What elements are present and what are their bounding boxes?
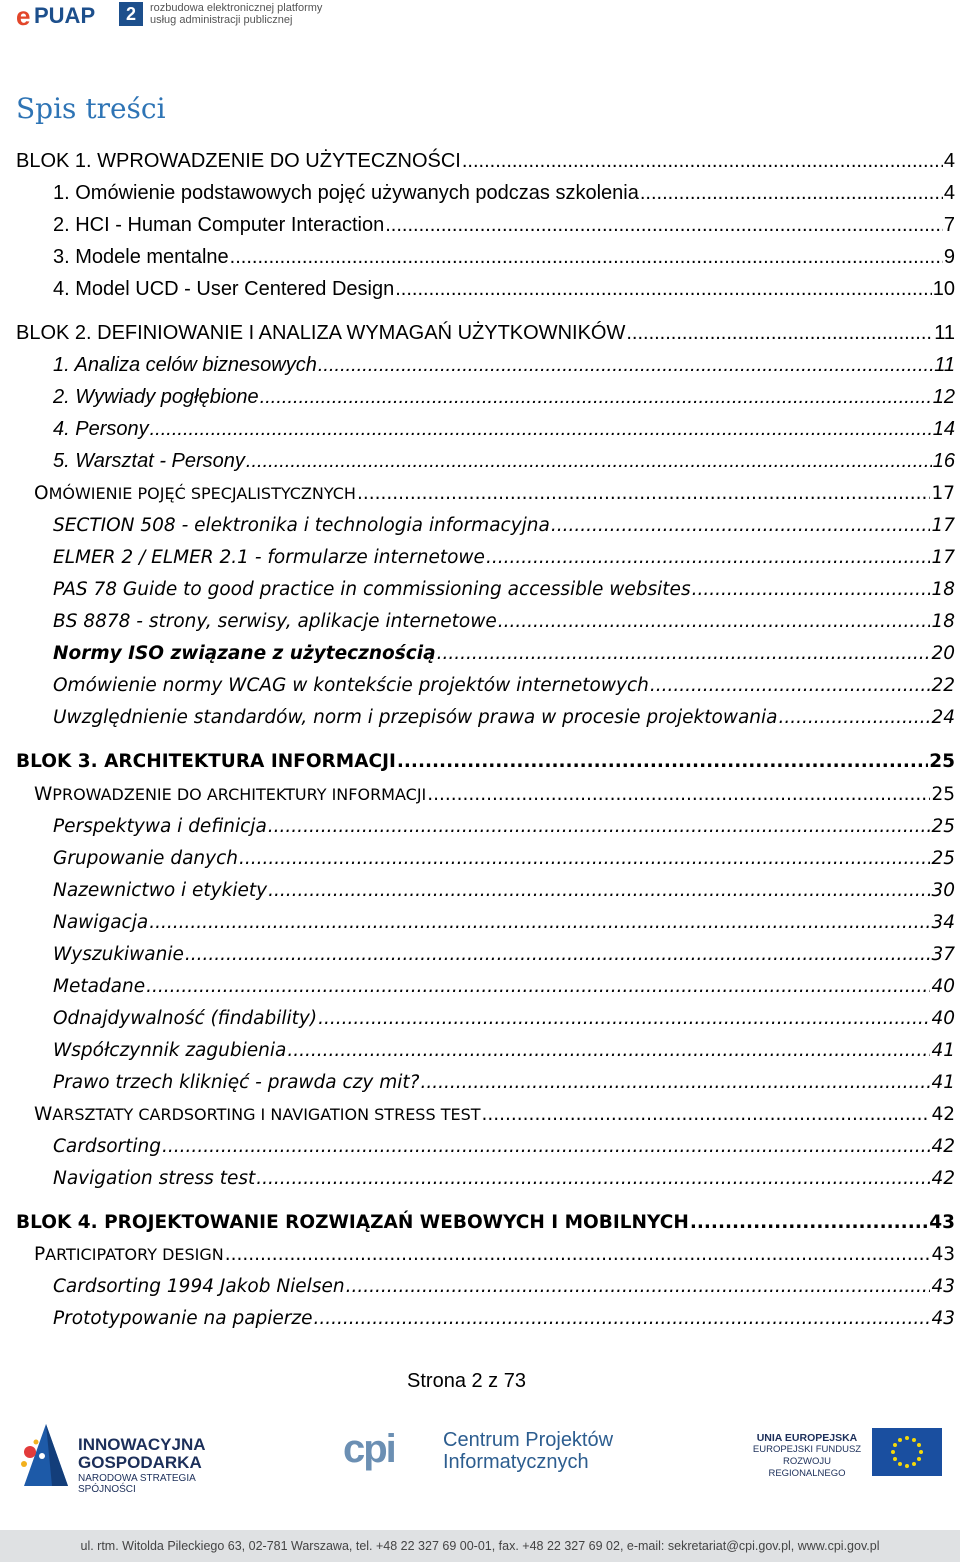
eu-logo: UNIA EUROPEJSKA EUROPEJSKI FUNDUSZ ROZWOJU REGIONALNEGO <box>745 1428 945 1478</box>
epuap-logo-subtitle: rozbudowa elektronicznej platformy usług administracji publicznej <box>150 2 323 26</box>
toc-entry[interactable]: Nawigacja ..... 34 <box>53 912 955 933</box>
toc-entry[interactable]: Cardsorting ..... 42 <box>53 1136 955 1157</box>
toc-entry[interactable]: Grupowanie danych ..... 25 <box>53 848 955 869</box>
toc-entry[interactable]: 1. Omówienie podstawowych pojęć używanych podczas szkolenia ..... 4 <box>53 182 955 205</box>
toc-entry[interactable]: Cardsorting 1994 Jakob Nielsen ..... 43 <box>53 1276 955 1297</box>
toc-entry-blok1[interactable]: BLOK 1. WPROWADZENIE DO UŻYTECZNOŚCI ..... 4 <box>16 150 955 173</box>
toc-entry-section[interactable]: WPROWADZENIE DO ARCHITEKTURY INFORMACJI ..... 25 <box>34 784 955 805</box>
toc-entry[interactable]: 3. Modele mentalne ..... 9 <box>53 246 955 269</box>
page-number: Strona 2 z 73 <box>407 1370 526 1392</box>
toc-entry[interactable]: 2. Wywiady pogłębione ..... 12 <box>53 386 955 409</box>
toc-entry[interactable]: Uwzględnienie standardów, norm i przepisów prawa w procesie projektowania ..... 24 <box>53 707 955 728</box>
toc-entry[interactable]: SECTION 508 - elektronika i technologia informacyjna ..... 17 <box>53 515 955 536</box>
toc-entry[interactable]: Perspektywa i definicja ..... 25 <box>53 816 955 837</box>
toc-entry-section[interactable]: PARTICIPATORY DESIGN ..... 43 <box>34 1244 955 1265</box>
toc-entry[interactable]: Navigation stress test ..... 42 <box>53 1168 955 1189</box>
toc-entry[interactable]: Omówienie normy WCAG w kontekście projektów internetowych ..... 22 <box>53 675 955 696</box>
toc-entry[interactable]: 2. HCI - Human Computer Interaction ..... 7 <box>53 214 955 237</box>
epuap-logo-text: PUAP <box>34 3 96 28</box>
footer-contact: ul. rtm. Witolda Pileckiego 63, 02-781 Warszawa, tel. +48 22 327 69 00-01, fax. +48 22 327 69 02, e-mail: sekretariat@cpi.gov.pl, www.cpi.gov.pl <box>80 1539 880 1553</box>
toc-entry-blok4[interactable]: BLOK 4. PROJEKTOWANIE ROZWIĄZAŃ WEBOWYCH I MOBILNYCH ..... 43 <box>16 1212 955 1233</box>
toc-entry[interactable]: Prawo trzech kliknięć - prawda czy mit? ..... 41 <box>53 1072 955 1093</box>
toc-entry[interactable]: 4. Persony ..... 14 <box>53 418 955 441</box>
toc-entry[interactable]: 4. Model UCD - User Centered Design ..... 10 <box>53 278 955 301</box>
eu-flag-icon <box>872 1428 942 1476</box>
innowacyjna-gospodarka-mark-icon <box>16 1420 76 1488</box>
toc-entry[interactable]: Współczynnik zagubienia ..... 41 <box>53 1040 955 1061</box>
cpi-mark: cpi <box>343 1427 395 1471</box>
toc-entry[interactable]: 1. Analiza celów biznesowych ..... 11 <box>53 354 955 377</box>
toc-entry[interactable]: PAS 78 Guide to good practice in commissioning accessible websites ..... 18 <box>53 579 955 600</box>
toc-entry[interactable]: Prototypowanie na papierze ..... 43 <box>53 1308 955 1329</box>
toc-entry-section[interactable]: OMÓWIENIE POJĘĆ SPECJALISTYCZNYCH ..... 17 <box>34 483 955 504</box>
toc-entry[interactable]: Normy ISO związane z użytecznością ..... 20 <box>53 643 955 664</box>
toc-entry[interactable]: 5. Warsztat - Persony ..... 16 <box>53 450 955 473</box>
epuap-logo-e: e <box>16 1 30 31</box>
page-header <box>0 0 960 30</box>
toc-entry[interactable]: BS 8878 - strony, serwisy, aplikacje internetowe ..... 18 <box>53 611 955 632</box>
toc-entry-blok2[interactable]: BLOK 2. DEFINIOWANIE I ANALIZA WYMAGAŃ UŻYTKOWNIKÓW ..... 11 <box>16 322 955 345</box>
epuap-logo-number: 2 <box>119 2 143 26</box>
toc-entry-section[interactable]: WARSZTATY CARDSORTING I NAVIGATION STRESS TEST ..... 42 <box>34 1104 955 1125</box>
innowacyjna-gospodarka-logo: INNOWACYJNA GOSPODARKA NARODOWA STRATEGIA SPÓJNOŚCI <box>16 1420 246 1490</box>
cpi-logo: cpi Centrum Projektów Informatycznych <box>343 1427 614 1473</box>
toc-entry[interactable]: ELMER 2 / ELMER 2.1 - formularze internetowe ..... 17 <box>53 547 955 568</box>
toc-entry[interactable]: Odnajdywalność (findability) ..... 40 <box>53 1008 955 1029</box>
toc-entry[interactable]: Nazewnictwo i etykiety ..... 30 <box>53 880 955 901</box>
toc-entry[interactable]: Metadane ..... 40 <box>53 976 955 997</box>
toc-title: Spis treści <box>16 92 166 125</box>
toc-entry-blok3[interactable]: BLOK 3. ARCHITEKTURA INFORMACJI ..... 25 <box>16 751 955 772</box>
toc-entry[interactable]: Wyszukiwanie ..... 37 <box>53 944 955 965</box>
